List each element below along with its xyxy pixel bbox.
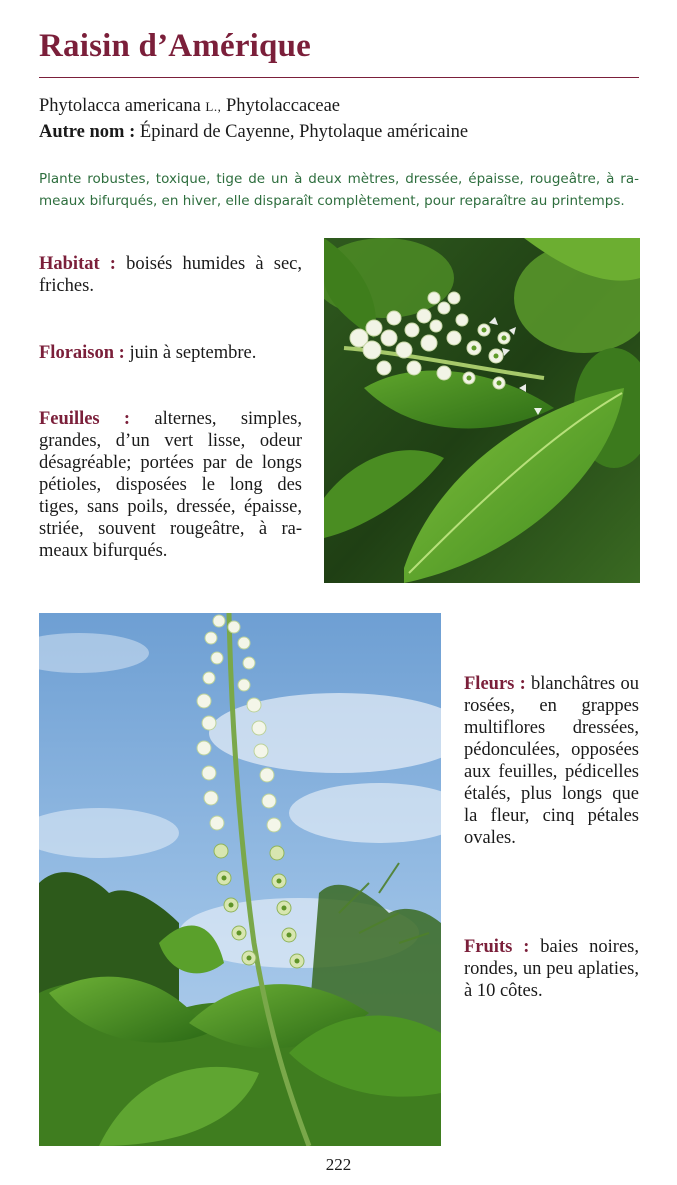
page-number: 222 xyxy=(325,1155,352,1174)
other-name-value: Épinard de Cayenne, Phytolaque américaine xyxy=(139,122,469,142)
feuilles-label: Feuilles : xyxy=(39,409,131,429)
page-title: Raisin d’Amérique xyxy=(39,28,311,64)
title-rule xyxy=(39,77,639,78)
floraison-paragraph xyxy=(39,342,302,364)
feuilles-paragraph xyxy=(39,408,302,562)
family-name: Phytolaccaceae xyxy=(226,96,341,116)
scientific-name-line xyxy=(39,95,340,118)
other-name-label: Autre nom : xyxy=(39,122,136,142)
habitat-paragraph xyxy=(39,253,302,297)
fruits-text: baies noires, rondes, un peu aplaties, à 10 côtes. xyxy=(464,937,639,1001)
raceme-sky-image xyxy=(39,613,441,1146)
floraison-text: juin à septembre. xyxy=(129,343,257,363)
habitat-text: boisés humides à sec, friches. xyxy=(39,254,302,296)
other-name-line xyxy=(39,121,468,143)
plant-description: Plante robustes, toxique, tige de un à deux mètres, dressée, épaisse, rougeâtre, à rameaux bifurqués, en hiver, elle disparaît complètement, pour reparaître au printemps. xyxy=(39,171,639,209)
author-abbrev: L., xyxy=(205,99,222,114)
flower-closeup-photo xyxy=(324,238,640,583)
raceme-sky-photo xyxy=(39,613,441,1146)
fruits-paragraph xyxy=(464,936,639,1002)
flower-closeup-image xyxy=(324,238,640,583)
fruits-label: Fruits : xyxy=(464,937,530,957)
feuilles-text: alternes, simples, grandes, d’un vert lisse, odeur désagréable; portées par de longs pétioles, disposées le long des tiges, sans poils, dressée, épaisse, striée, souvent rougeâtre, à rameaux bifurqués. xyxy=(39,409,302,561)
floraison-label: Floraison : xyxy=(39,343,125,363)
fleurs-label: Fleurs : xyxy=(464,674,526,694)
habitat-label: Habitat : xyxy=(39,254,116,274)
fleurs-paragraph xyxy=(464,673,639,849)
fleurs-text: blanchâtres ou rosées, en grappes multiflores dressées, pédonculées, opposées aux feuilles, pédicelles étalés, plus longs que la fleur, cinq pétales ovales. xyxy=(464,674,639,848)
scientific-name: Phytolacca americana xyxy=(39,96,201,116)
